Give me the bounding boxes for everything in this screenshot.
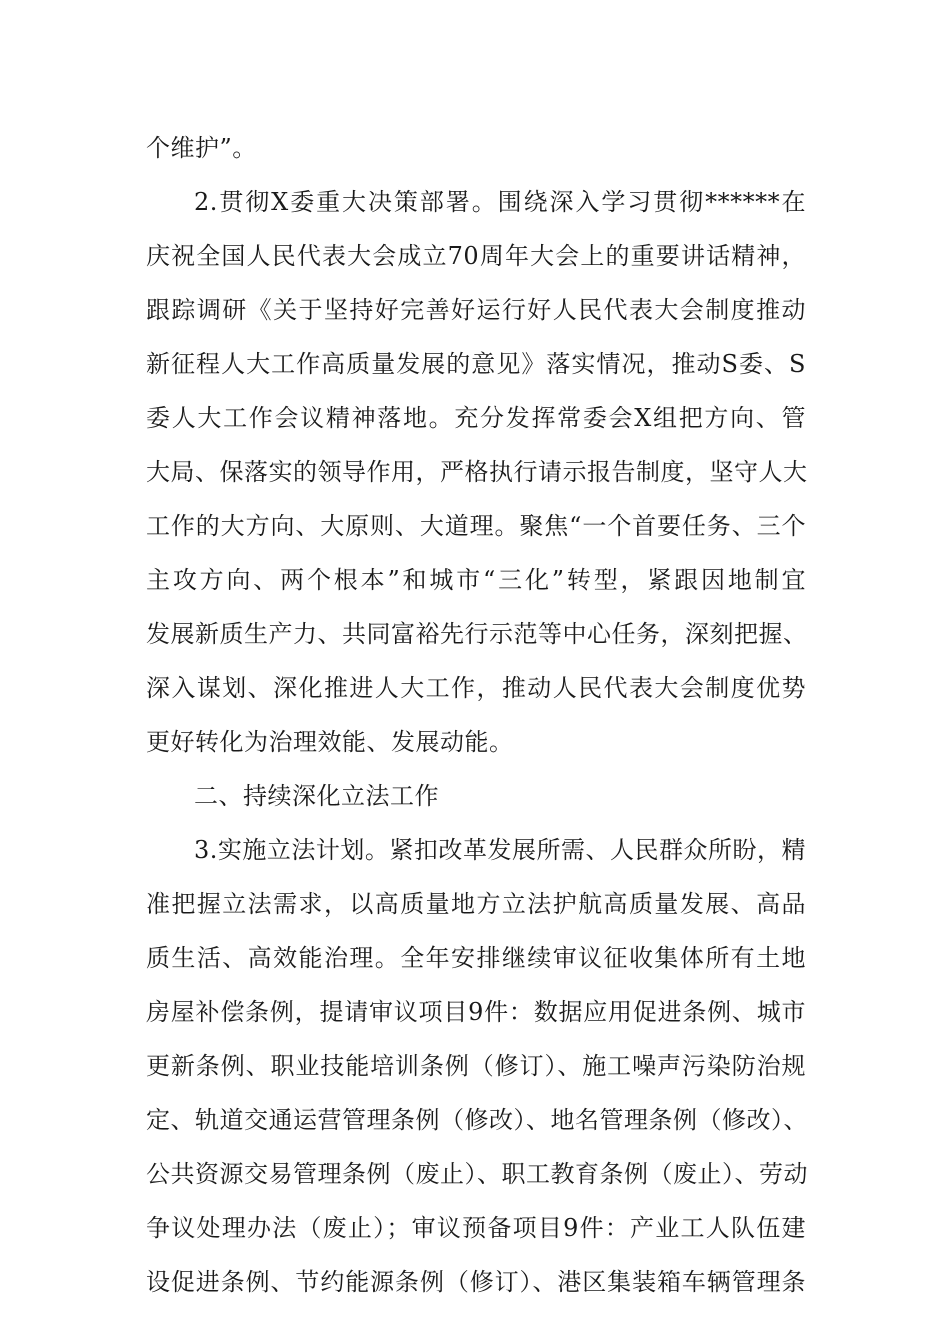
section-heading: 二、持续深化立法工作 [194,782,439,810]
text-line: 深入谋划、深化推进人大工作，推动人民代表大会制度优势 [146,674,806,702]
text-line: 准把握立法需求，以高质量地方立法护航高质量发展、高品 [146,890,806,918]
text-line: 跟踪调研《关于坚持好完善好运行好人民代表大会制度推动 [146,296,806,324]
text-line: 大局、保落实的领导作用，严格执行请示报告制度，坚守人大 [146,458,808,486]
text-line: 争议处理办法（废止）；审议预备项目9件：产业工人队伍建 [146,1214,806,1242]
text-line: 主攻方向、两个根本”和城市“三化”转型，紧跟因地制宜 [146,566,806,594]
text-line: 委人大工作会议精神落地。充分发挥常委会X组把方向、管 [146,404,806,432]
text-line: 3.实施立法计划。紧扣改革发展所需、人民群众所盼，精 [194,836,806,864]
text-line: 个维护”。 [146,134,257,162]
text-line: 发展新质生产力、共同富裕先行示范等中心任务，深刻把握、 [146,620,808,648]
text-line: 更好转化为治理效能、发展动能。 [146,728,514,756]
text-line: 庆祝全国人民代表大会成立70周年大会上的重要讲话精神， [146,242,806,270]
text-line: 公共资源交易管理条例（废止）、职工教育条例（废止）、劳动 [146,1160,808,1188]
text-line: 房屋补偿条例，提请审议项目9件：数据应用促进条例、城市 [146,998,806,1026]
text-line: 工作的大方向、大原则、大道理。聚焦“一个首要任务、三个 [146,512,806,540]
text-line: 质生活、高效能治理。全年安排继续审议征收集体所有土地 [146,944,806,972]
text-line: 更新条例、职业技能培训条例（修订）、施工噪声污染防治规 [146,1052,806,1080]
text-line: 2.贯彻X委重大决策部署。围绕深入学习贯彻******在 [194,188,806,216]
text-line: 定、轨道交通运营管理条例（修改）、地名管理条例（修改）、 [146,1106,808,1134]
text-line: 设促进条例、节约能源条例（修订）、港区集装箱车辆管理条 [146,1268,806,1296]
text-line: 新征程人大工作高质量发展的意见》落实情况，推动S委、S [146,350,806,378]
